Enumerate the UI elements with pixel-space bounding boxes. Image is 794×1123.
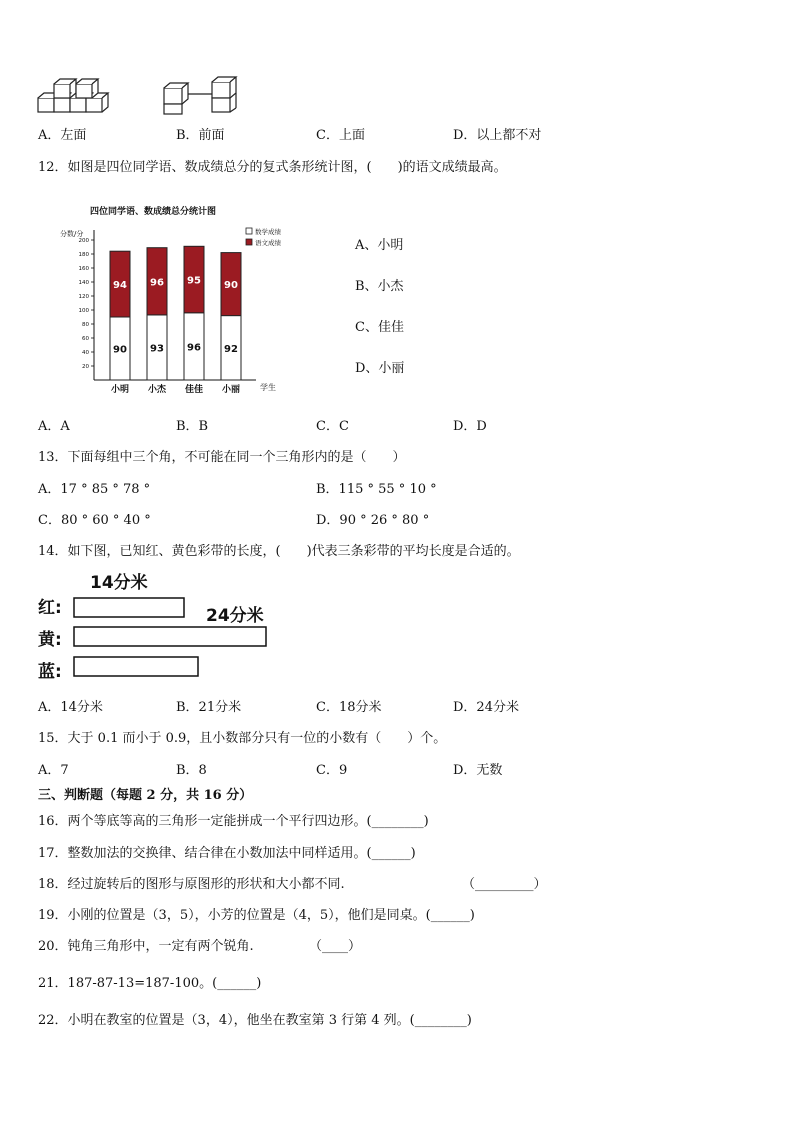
judge-item-19[interactable]: 19．小刚的位置是（3，5），小芳的位置是（4，5），他们是同桌。(______) bbox=[38, 908, 475, 923]
q12-side-option-c: C、佳佳 bbox=[355, 320, 404, 335]
judge-item-18[interactable]: 18．经过旋转后的图形与原图形的形状和大小都不同. bbox=[38, 877, 345, 892]
q15-option-d[interactable]: D．无数 bbox=[453, 763, 503, 778]
chart-category-label: 小杰 bbox=[147, 385, 167, 395]
bar-value-label: 93 bbox=[150, 343, 164, 355]
q13-option-d[interactable]: D．90 ° 26 ° 80 ° bbox=[316, 513, 430, 528]
chart-xlabel: 学生 bbox=[260, 383, 276, 392]
legend-swatch bbox=[246, 228, 252, 234]
bar-value-label: 92 bbox=[224, 343, 238, 355]
q14-question: 14．如下图，已知红、黄色彩带的长度，( )代表三条彩带的平均长度是合适的。 bbox=[38, 544, 520, 559]
q15-option-b[interactable]: B．8 bbox=[176, 763, 207, 778]
q12-side-option-d: D、小丽 bbox=[355, 361, 405, 376]
chart-title: 四位同学语、数成绩总分统计图 bbox=[90, 207, 217, 217]
chart-y-tick-label: 180 bbox=[78, 252, 89, 258]
blue-ribbon bbox=[74, 657, 198, 676]
q13-question: 13．下面每组中三个角，不可能在同一个三角形内的是（ ） bbox=[38, 450, 406, 465]
judge-blank-18[interactable]: （_________） bbox=[462, 877, 547, 892]
red-ribbon bbox=[74, 598, 184, 617]
chart-category-label: 小明 bbox=[110, 385, 130, 395]
q14-option-c[interactable]: C．18分米 bbox=[316, 700, 382, 715]
bar-value-label: 94 bbox=[113, 280, 127, 292]
cube-figures bbox=[36, 74, 246, 116]
chart-category-label: 小丽 bbox=[221, 385, 241, 395]
legend-label: 语文成绩 bbox=[255, 239, 281, 247]
chart-y-tick-label: 60 bbox=[82, 336, 89, 342]
blue-label: 蓝: bbox=[38, 662, 62, 682]
q11-option-d[interactable]: D．以上都不对 bbox=[453, 128, 542, 143]
q12-option-d[interactable]: D．D bbox=[453, 419, 487, 434]
bar-value-label: 95 bbox=[187, 275, 201, 287]
q12-question: 12．如图是四位同学语、数成绩总分的复式条形统计图，( )的语文成绩最高。 bbox=[38, 160, 507, 175]
q12-option-b[interactable]: B．B bbox=[176, 419, 209, 434]
q14-option-b[interactable]: B．21分米 bbox=[176, 700, 242, 715]
bar-value-label: 90 bbox=[224, 280, 238, 292]
chart-y-tick-label: 200 bbox=[78, 238, 89, 244]
q12-option-a[interactable]: A．A bbox=[38, 419, 70, 434]
judge-item-16[interactable]: 16．两个等底等高的三角形一定能拼成一个平行四边形。(________) bbox=[38, 814, 429, 829]
q15-question: 15．大于 0.1 而小于 0.9，且小数部分只有一位的小数有（ ）个。 bbox=[38, 731, 447, 746]
bar-value-label: 96 bbox=[150, 277, 164, 289]
red-label: 红: bbox=[38, 598, 62, 618]
yellow-ribbon bbox=[74, 627, 266, 646]
judge-item-17[interactable]: 17．整数加法的交换律、结合律在小数加法中同样适用。(______) bbox=[38, 846, 416, 861]
q11-option-b[interactable]: B．前面 bbox=[176, 128, 225, 143]
stacked-bar-chart bbox=[56, 198, 296, 398]
chart-y-tick-label: 120 bbox=[78, 294, 89, 300]
legend-swatch bbox=[246, 239, 252, 245]
chart-y-tick-label: 80 bbox=[82, 322, 89, 328]
judge-blank-20[interactable]: （____） bbox=[309, 939, 362, 954]
q14-option-d[interactable]: D．24分米 bbox=[453, 700, 519, 715]
q12-side-option-a: A、小明 bbox=[355, 238, 404, 253]
q13-option-b[interactable]: B．115 ° 55 ° 10 ° bbox=[316, 482, 437, 497]
q12-side-option-b: B、小杰 bbox=[355, 279, 404, 294]
cube-figure-right bbox=[164, 77, 236, 114]
chart-y-tick-label: 20 bbox=[82, 364, 89, 370]
ribbon-figure bbox=[36, 568, 276, 684]
chart-category-label: 佳佳 bbox=[184, 385, 204, 395]
q14-option-a[interactable]: A．14分米 bbox=[38, 700, 103, 715]
q12-option-c[interactable]: C．C bbox=[316, 419, 349, 434]
bar-value-label: 90 bbox=[113, 344, 127, 356]
q11-option-a[interactable]: A．左面 bbox=[38, 128, 87, 143]
judge-item-21[interactable]: 21．187-87-13=187-100。(______) bbox=[38, 976, 262, 991]
judge-item-22[interactable]: 22．小明在教室的位置是（3，4），他坐在教室第 3 行第 4 列。(________) bbox=[38, 1013, 472, 1028]
red-length-label: 14分米 bbox=[90, 573, 148, 593]
q13-option-a[interactable]: A．17 ° 85 ° 78 ° bbox=[38, 482, 151, 497]
bar-value-label: 96 bbox=[187, 342, 201, 354]
judge-item-20[interactable]: 20．钝角三角形中，一定有两个锐角. bbox=[38, 939, 254, 954]
q11-option-c[interactable]: C．上面 bbox=[316, 128, 365, 143]
yellow-length-label: 24分米 bbox=[206, 606, 264, 626]
q15-option-a[interactable]: A．7 bbox=[38, 763, 69, 778]
cube-figure-left bbox=[38, 79, 108, 112]
chart-y-tick-label: 100 bbox=[78, 308, 89, 314]
yellow-label: 黄: bbox=[38, 630, 62, 650]
chart-y-tick-label: 160 bbox=[78, 266, 89, 272]
q13-option-c[interactable]: C．80 ° 60 ° 40 ° bbox=[38, 513, 151, 528]
legend-label: 数学成绩 bbox=[255, 228, 281, 236]
section-title: 三、判断题（每题 2 分，共 16 分） bbox=[38, 788, 253, 803]
q15-option-c[interactable]: C．9 bbox=[316, 763, 348, 778]
chart-ylabel: 分数/分 bbox=[60, 230, 84, 238]
chart-y-tick-label: 140 bbox=[78, 280, 89, 286]
chart-y-tick-label: 40 bbox=[82, 350, 89, 356]
